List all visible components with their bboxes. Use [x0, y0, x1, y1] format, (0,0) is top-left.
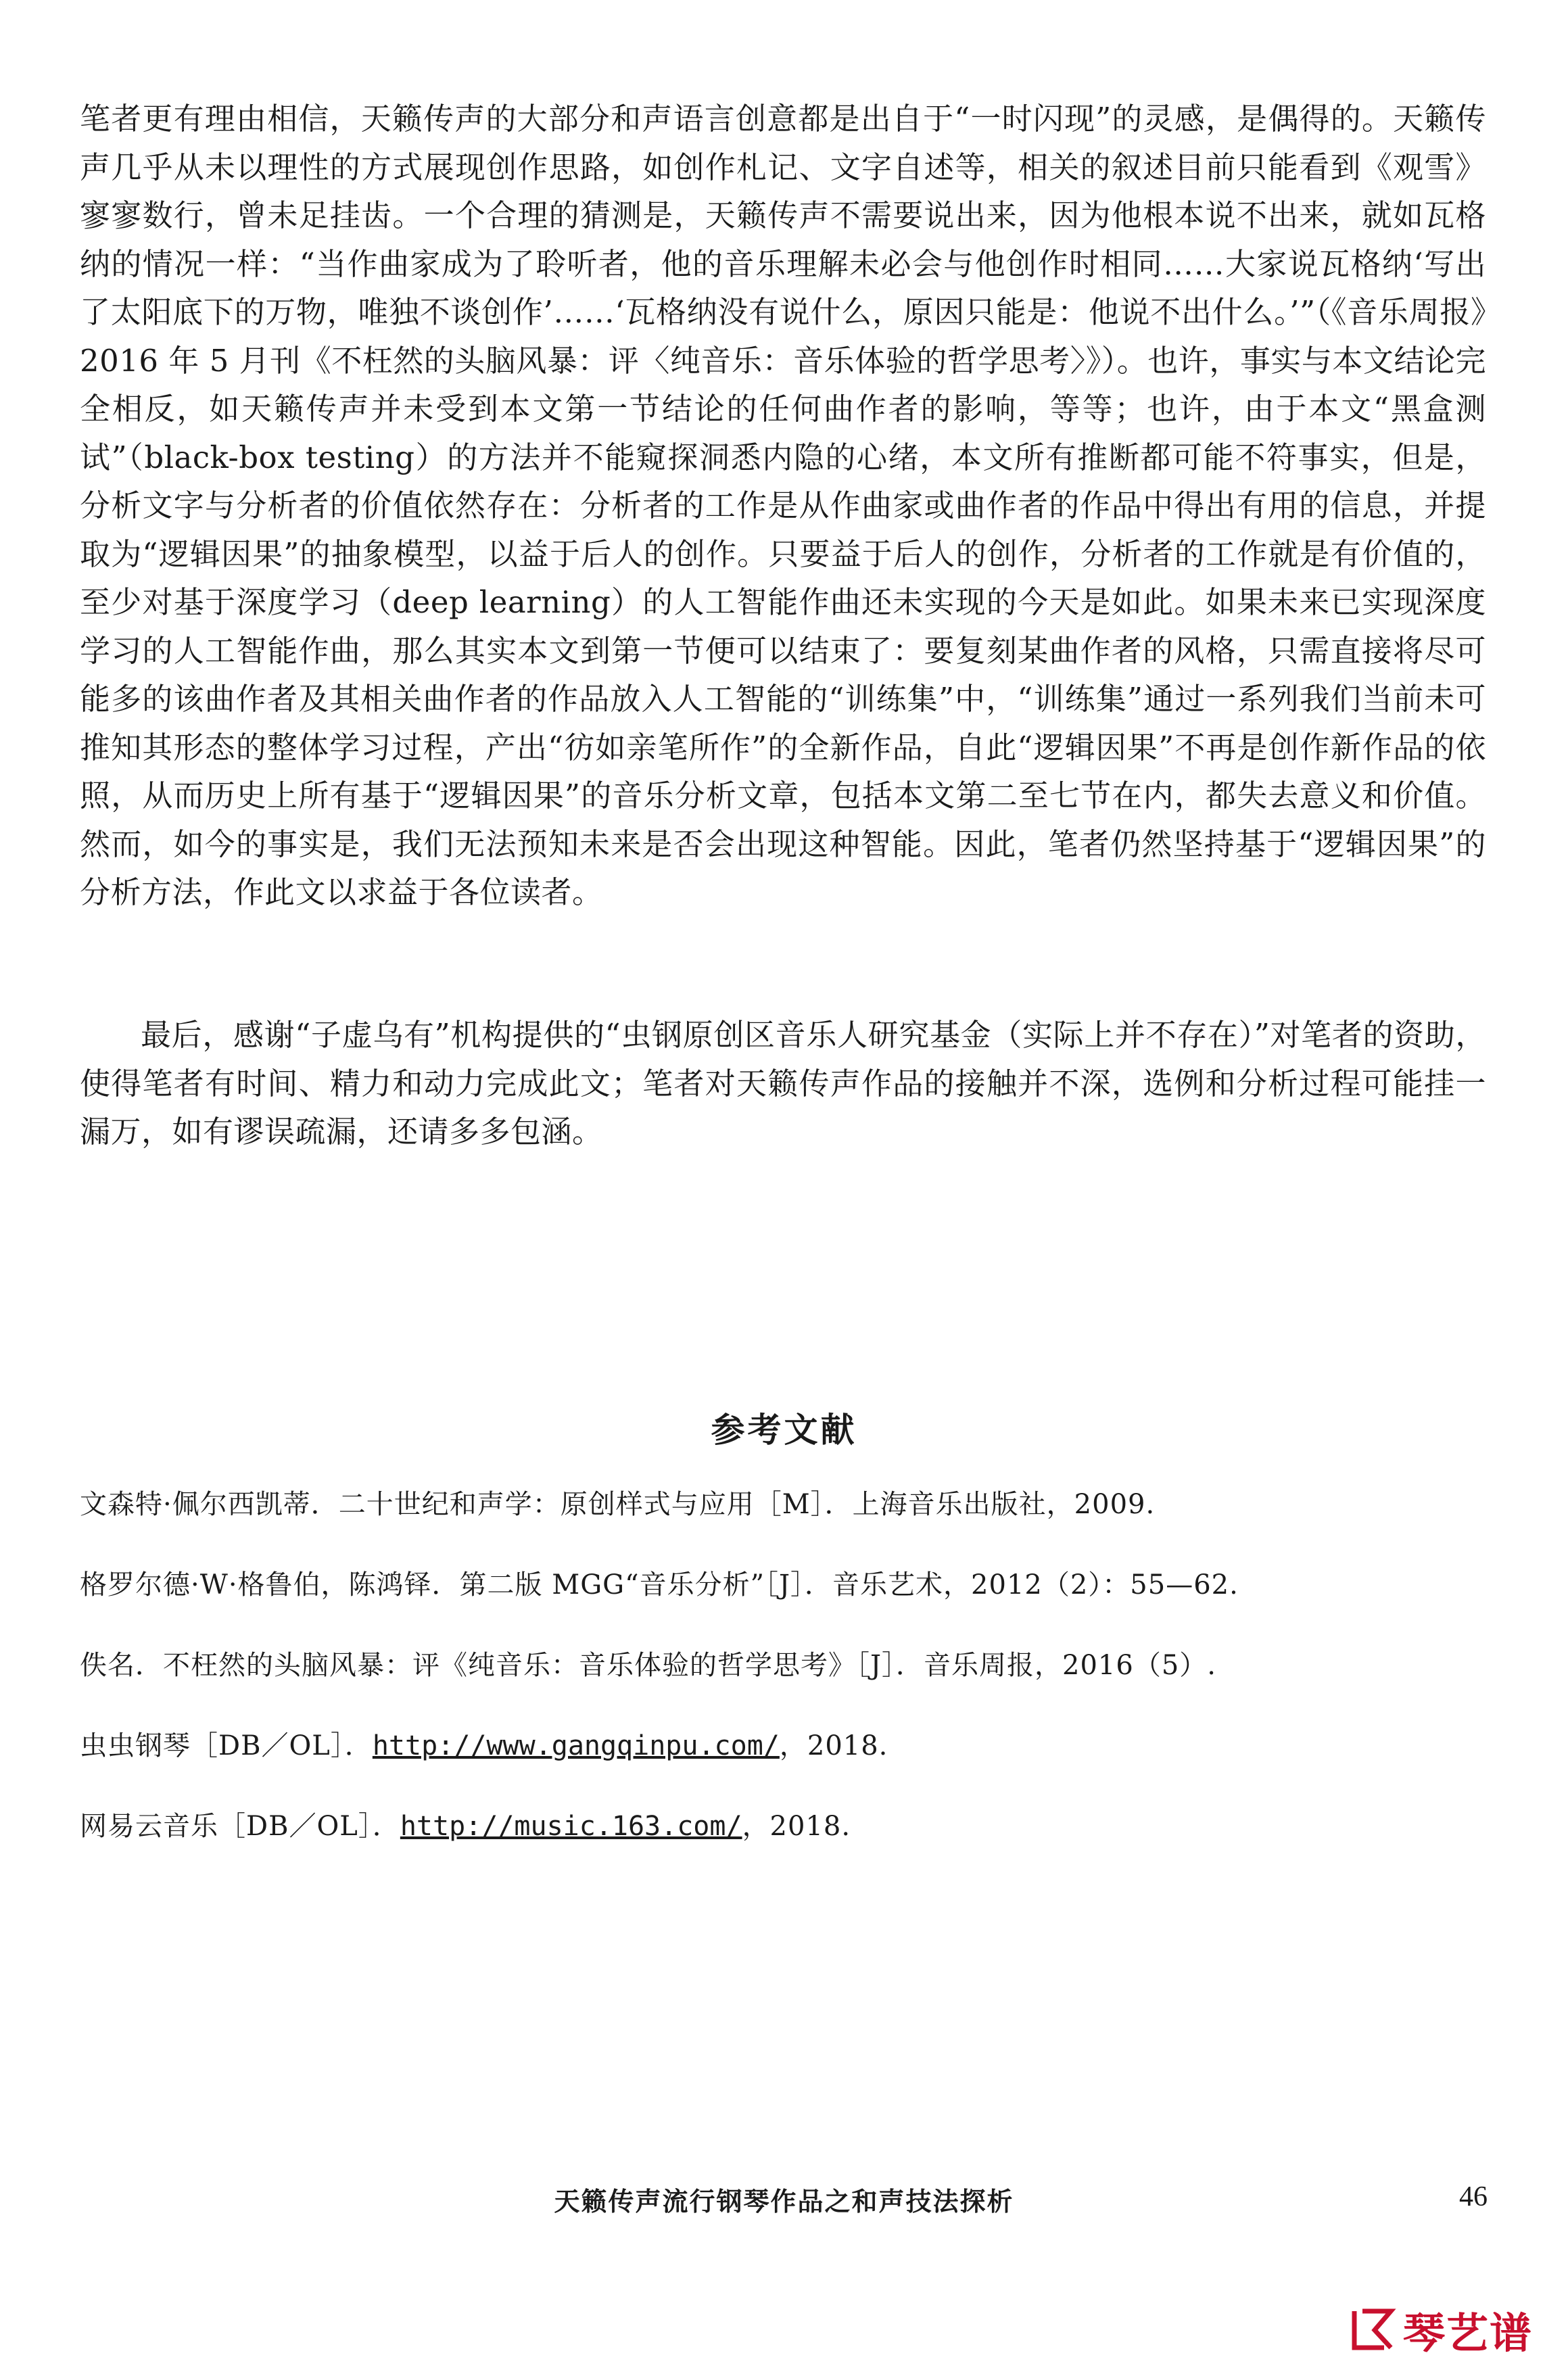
reference-item — [80, 1565, 1486, 1645]
reference-link[interactable]: http://music.163.com/ — [400, 1811, 742, 1842]
body-paragraph-1: 笔者更有理由相信，天籁传声的大部分和声语言创意都是出自于“一时闪现”的灵感，是偶得的。天籁传声几乎从未以理性的方式展现创作思路，如创作札记、文字自述等，相关的叙述目前只能看到《观雪》寥寥数行，曾未足挂齿。一个合理的猜测是，天籁传声不需要说出来，因为他根本说不出来，就如瓦格纳的情况一样：“当作曲家成为了聆听者，他的音乐理解未必会与他创作时相同……大家说瓦格纳‘写出了太阳底下的万物，唯独不谈创作’……‘瓦格纳没有说什么，原因只能是：他说不出什么。’”（《音乐周报》2016 年 5 月刊《不枉然的头脑风暴：评〈纯音乐：音乐体验的哲学思考〉》）。也许，事实与本文结论完全相反，如天籁传声并未受到本文第一节结论的任何曲作者的影响，等等；也许，由于本文“黑盒测试”（black-box testing）的方法并不能窥探洞悉内隐的心绪，本文所有推断都可能不符事实，但是，分析文字与分析者的价值依然存在：分析者的工作是从作曲家或曲作者的作品中得出有用的信息，并提取为“逻辑因果”的抽象模型，以益于后人的创作。只要益于后人的创作，分析者的工作就是有价值的，至少对基于深度学习（deep learning）的人工智能作曲还未实现的今天是如此。如果未来已实现深度学习的人工智能作曲，那么其实本文到第一节便可以结束了：要复刻某曲作者的风格，只需直接将尽可能多的该曲作者及其相关曲作者的作品放入人工智能的“训练集”中，“训练集”通过一系列我们当前未可推知其形态的整体学习过程，产出“彷如亲笔所作”的全新作品，自此“逻辑因果”不再是创作新作品的依照，从而历史上所有基于“逻辑因果”的音乐分析文章，包括本文第二至七节在内，都失去意义和价值。然而，如今的事实是，我们无法预知未来是否会出现这种智能。因此，笔者仍然坚持基于“逻辑因果”的分析方法，作此文以求益于各位读者。 — [80, 101, 1486, 910]
reference-item — [80, 1484, 1486, 1565]
reference-text: 虫虫钢琴［DB／OL］． — [80, 1730, 373, 1761]
reference-list — [80, 1484, 1486, 1887]
reference-tail: ，2018. — [742, 1811, 851, 1842]
body-paragraph-2: 最后，感谢“子虚乌有”机构提供的“虫钢原创区音乐人研究基金（实际上并不存在）”对笔者的资助，使得笔者有时间、精力和动力完成此文；笔者对天籁传声作品的接触并不深，选例和分析过程可能挂一漏万，如有谬误疏漏，还请多多包涵。 — [80, 1017, 1486, 1149]
reference-text: 网易云音乐［DB／OL］． — [80, 1811, 400, 1842]
reference-link[interactable]: http://www.gangqinpu.com/ — [372, 1730, 780, 1761]
page-number: 46 — [1459, 2181, 1488, 2212]
reference-text: 佚名．不枉然的头脑风暴：评《纯音乐：音乐体验的哲学思考》［J］．音乐周报，2016（5）. — [80, 1650, 1216, 1681]
references-heading: 参考文献 — [711, 1410, 857, 1450]
reference-text: 文森特·佩尔西凯蒂．二十世纪和声学：原创样式与应用［M］．上海音乐出版社，2009. — [80, 1489, 1156, 1520]
logo-mark-icon — [1349, 2306, 1396, 2353]
reference-item — [80, 1645, 1486, 1726]
running-footer-title: 天籁传声流行钢琴作品之和声技法探析 — [554, 2187, 1014, 2216]
reference-item — [80, 1726, 1486, 1806]
reference-item — [80, 1806, 1486, 1887]
brand-logo — [1349, 2302, 1533, 2356]
logo-text: 琴艺谱 — [1403, 2308, 1534, 2358]
reference-text: 格罗尔德·W·格鲁伯，陈鸿铎．第二版 MGG“音乐分析”［J］．音乐艺术，2012（2）：55—62. — [80, 1569, 1239, 1600]
reference-tail: ，2018. — [779, 1730, 888, 1761]
